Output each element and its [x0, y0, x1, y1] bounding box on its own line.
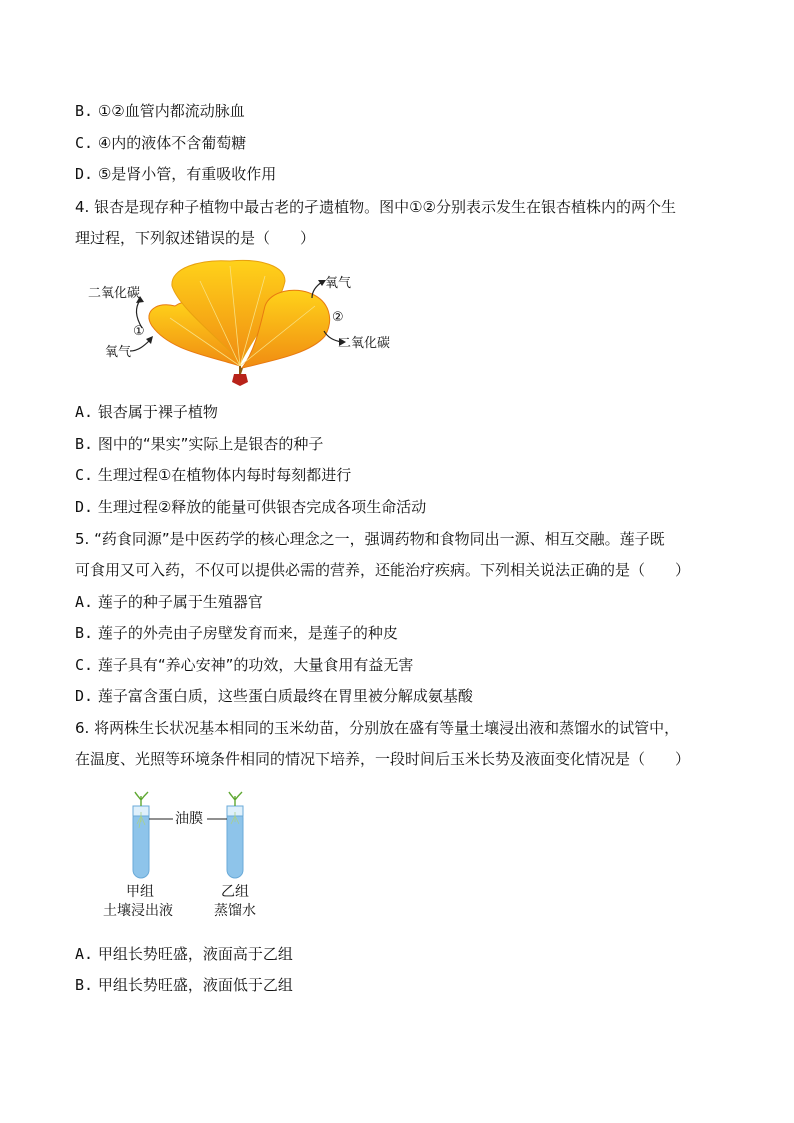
option-text: 图中的“果实”实际上是银杏的种子 — [97, 435, 324, 453]
ginkgo-leaves-illustration — [80, 256, 410, 386]
q4-option-c — [75, 465, 351, 485]
option-label: D. — [75, 687, 94, 705]
right-process-number: ② — [332, 310, 344, 325]
option-label: B. — [75, 102, 94, 120]
q6-option-a — [75, 944, 293, 964]
option-label: A. — [75, 945, 94, 963]
q3-option-c — [75, 133, 246, 153]
option-text: 莲子的外壳由子房壁发育而来，是莲子的种皮 — [97, 624, 398, 642]
q6-option-b — [75, 975, 293, 995]
oil-film-label: 油膜 — [175, 811, 203, 827]
option-label: D. — [75, 498, 94, 516]
arrow-left-in — [130, 340, 150, 351]
q6-stem-line1: 6. 将两株生长状况基本相同的玉米幼苗，分别放在盛有等量土壤浸出液和蒸馏水的试管中， — [75, 719, 680, 737]
q5-stem-line1: 5. “药食同源”是中医药学的核心理念之一，强调药物和食物同出一源、相互交融。莲子既 — [75, 530, 665, 548]
option-label: B. — [75, 435, 94, 453]
option-label: C. — [75, 466, 94, 484]
q4-stem-line1: 4. 银杏是现存种子植物中最古老的孑遗植物。图中①②分别表示发生在银杏植株内的两个生 — [75, 198, 676, 216]
option-label: A. — [75, 593, 94, 611]
option-label: C. — [75, 656, 94, 674]
option-text: 莲子富含蛋白质，这些蛋白质最终在胃里被分解成氨基酸 — [97, 687, 473, 705]
option-text: 甲组长势旺盛，液面低于乙组 — [97, 976, 293, 994]
right-top-label: 氧气 — [325, 276, 352, 291]
ginkgo-seed — [232, 374, 248, 386]
group-b-label: 乙组 — [221, 884, 249, 900]
option-text: ④内的液体不含葡萄糖 — [97, 134, 247, 152]
test-tube-figure — [95, 788, 295, 923]
q4-option-b — [75, 434, 323, 454]
group-a-liquid-label: 土壤浸出液 — [103, 903, 173, 919]
ginkgo-figure — [80, 256, 410, 386]
q6-stem-line2: 在温度、光照等环境条件相同的情况下培养，一段时间后玉米长势及液面变化情况是（ ） — [75, 750, 691, 768]
q4-option-d — [75, 497, 426, 517]
option-text: 莲子具有“养心安神”的功效，大量食用有益无害 — [97, 656, 414, 674]
option-text: ⑤是肾小管，有重吸收作用 — [97, 165, 277, 183]
tube-group-a — [133, 792, 149, 878]
left-bottom-label: 氧气 — [105, 345, 132, 360]
option-text: 生理过程②释放的能量可供银杏完成各项生命活动 — [97, 498, 427, 516]
option-text: 莲子的种子属于生殖器官 — [97, 593, 263, 611]
left-top-label: 二氧化碳 — [88, 286, 141, 301]
q5-option-a — [75, 592, 263, 612]
q5-stem-line2: 可食用又可入药，不仅可以提供必需的营养，还能治疗疾病。下列相关说法正确的是（ ） — [75, 561, 691, 579]
q4-option-a — [75, 402, 218, 422]
q4-stem-line2: 理过程，下列叙述错误的是（ ） — [75, 229, 316, 247]
q3-option-b — [75, 101, 245, 121]
group-a-label: 甲组 — [126, 884, 154, 900]
option-label: B. — [75, 624, 94, 642]
tube-group-b — [227, 792, 243, 878]
option-text: 生理过程①在植物体内每时每刻都进行 — [97, 466, 352, 484]
q5-option-c — [75, 655, 413, 675]
option-label: D. — [75, 165, 94, 183]
group-b-liquid-label: 蒸馏水 — [214, 903, 256, 919]
option-label: B. — [75, 976, 94, 994]
test-tubes-illustration — [95, 788, 295, 888]
right-bottom-label: 二氧化碳 — [338, 336, 391, 351]
option-label: A. — [75, 403, 94, 421]
option-text: 银杏属于裸子植物 — [97, 403, 218, 421]
q3-option-d — [75, 164, 276, 184]
option-text: 甲组长势旺盛，液面高于乙组 — [97, 945, 293, 963]
left-process-number: ① — [133, 324, 145, 339]
option-label: C. — [75, 134, 94, 152]
q5-option-d — [75, 686, 473, 706]
q5-option-b — [75, 623, 398, 643]
option-text: ①②血管内都流动脉血 — [97, 102, 245, 120]
